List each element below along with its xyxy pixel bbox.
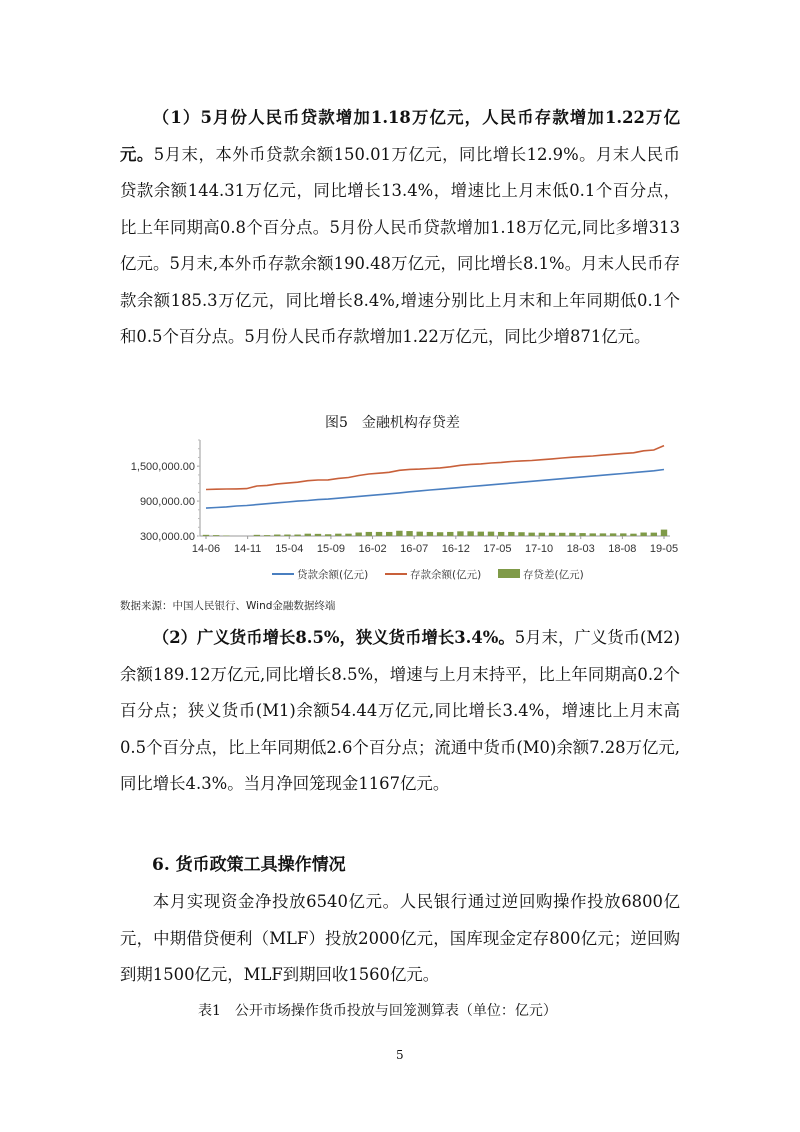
bar-deposit-loan-gap — [427, 532, 433, 536]
bar-deposit-loan-gap — [640, 533, 646, 536]
x-tick-label: 15-04 — [275, 543, 304, 555]
y-tick-label: 300,000.00 — [139, 531, 195, 543]
bar-deposit-loan-gap — [305, 534, 311, 536]
bar-deposit-loan-gap — [508, 532, 514, 536]
figure-source: 数据来源：中国人民银行、Wind金融数据终端 — [120, 600, 336, 612]
bar-deposit-loan-gap — [528, 533, 534, 536]
section6-heading: 6. 货币政策工具操作情况 — [152, 855, 346, 875]
x-tick-label: 16-07 — [400, 543, 429, 555]
bar-deposit-loan-gap — [335, 534, 341, 536]
table-caption: 表1 公开市场操作货币投放与回笼测算表（单位：亿元） — [198, 1003, 557, 1019]
y-tick-label: 900,000.00 — [139, 496, 195, 509]
bar-deposit-loan-gap — [386, 532, 392, 536]
bar-deposit-loan-gap — [437, 532, 443, 536]
legend-swatch — [498, 569, 520, 578]
bar-deposit-loan-gap — [661, 530, 667, 536]
x-tick-label: 18-03 — [566, 543, 595, 555]
bar-deposit-loan-gap — [610, 533, 616, 536]
section6-paragraph: 本月实现资金净投放6540亿元。人民银行通过逆回购操作投放6800亿元，中期借贷便利（MLF）投放2000亿元，国库现金定存800亿元；逆回购到期1500亿元，MLF到期回收1560亿元。 — [120, 892, 680, 984]
section2-lead: （2）广义货币增长8.5%，狭义货币增长3.4%。 — [152, 628, 515, 647]
bar-deposit-loan-gap — [203, 535, 209, 536]
bar-deposit-loan-gap — [549, 533, 555, 536]
bar-deposit-loan-gap — [600, 533, 606, 536]
section2-body: 5月末，广义货币(M2)余额189.12万亿元,同比增长8.5%，增速与上月末持平，比上年同期高0.2个百分点；狭义货币(M1)余额54.44万亿元,同比增长3.4%，增速比上月末高0.5个百分点，比上年同期低2.6个百分点；流通中货币(M0)余额7.28万亿元,同比增长4.3%。当月净回笼现金1167亿元。 — [120, 628, 680, 793]
bar-deposit-loan-gap — [417, 532, 423, 536]
bar-deposit-loan-gap — [345, 534, 351, 536]
x-tick-label: 17-05 — [483, 543, 512, 555]
x-tick-label: 16-12 — [441, 543, 470, 555]
bar-deposit-loan-gap — [325, 534, 331, 536]
x-tick-label: 19-05 — [649, 543, 679, 555]
section2-paragraph — [120, 620, 680, 803]
bar-deposit-loan-gap — [447, 532, 453, 536]
bar-deposit-loan-gap — [457, 531, 463, 536]
bar-deposit-loan-gap — [498, 532, 504, 536]
y-tick-label: 1,500,000.00 — [130, 461, 195, 474]
deposit-loan-chart — [118, 432, 690, 592]
bar-deposit-loan-gap — [254, 535, 260, 536]
figure-caption: 图5 金融机构存贷差 — [325, 415, 460, 431]
bar-deposit-loan-gap — [488, 532, 494, 536]
bar-deposit-loan-gap — [569, 533, 575, 536]
bar-deposit-loan-gap — [315, 534, 321, 536]
x-tick-label: 14-06 — [191, 543, 221, 555]
bar-deposit-loan-gap — [467, 531, 473, 536]
bar-deposit-loan-gap — [590, 533, 596, 536]
bar-deposit-loan-gap — [518, 532, 524, 536]
section1-lead: （1）5月份人民币贷款增加1.18万亿元，人民币存款增加1.22万亿元。 — [120, 108, 680, 164]
page-number: 5 — [396, 1048, 404, 1062]
bar-deposit-loan-gap — [355, 533, 361, 536]
x-tick-label: 16-02 — [358, 543, 387, 555]
bar-deposit-loan-gap — [396, 531, 402, 536]
bar-deposit-loan-gap — [559, 533, 565, 536]
bar-deposit-loan-gap — [274, 535, 280, 536]
bar-deposit-loan-gap — [539, 533, 545, 536]
series-line-loans — [206, 470, 664, 509]
x-tick-label: 17-10 — [525, 543, 554, 555]
bar-deposit-loan-gap — [294, 535, 300, 536]
bar-deposit-loan-gap — [264, 535, 270, 536]
series-line-deposits — [206, 446, 664, 490]
bar-deposit-loan-gap — [366, 532, 372, 536]
bar-deposit-loan-gap — [579, 533, 585, 536]
x-tick-label: 15-09 — [316, 543, 345, 555]
bar-deposit-loan-gap — [213, 535, 219, 536]
bar-deposit-loan-gap — [478, 532, 484, 536]
x-tick-label: 14-11 — [233, 543, 262, 555]
bar-deposit-loan-gap — [630, 534, 636, 536]
x-tick-label: 18-08 — [608, 543, 637, 555]
bar-deposit-loan-gap — [376, 532, 382, 536]
bar-deposit-loan-gap — [406, 531, 412, 536]
section1-body: 5月末，本外币贷款余额150.01万亿元，同比增长12.9%。月末人民币贷款余额144.31万亿元，同比增长13.4%，增速比上月末低0.1个百分点，比上年同期高0.8个百分点。5月份人民币贷款增加1.18万亿元,同比多增313亿元。5月末,本外币存款余额190.48万亿元，同比增长8.1%。月末人民币存款余额185.3万亿元，同比增长8.4%,增速分别比上月末和上年同期低0.1个和0.5个百分点。5月份人民币存款增加1.22万亿元，同比少增871亿元。 — [120, 144, 680, 346]
section1-paragraph — [120, 100, 680, 356]
bar-deposit-loan-gap — [651, 533, 657, 536]
legend-label: 贷款余额(亿元) — [297, 569, 369, 581]
bar-deposit-loan-gap — [284, 535, 290, 536]
legend-label: 存款余额(亿元) — [410, 569, 482, 581]
bar-deposit-loan-gap — [620, 533, 626, 536]
legend-label: 存贷差(亿元) — [523, 569, 584, 581]
